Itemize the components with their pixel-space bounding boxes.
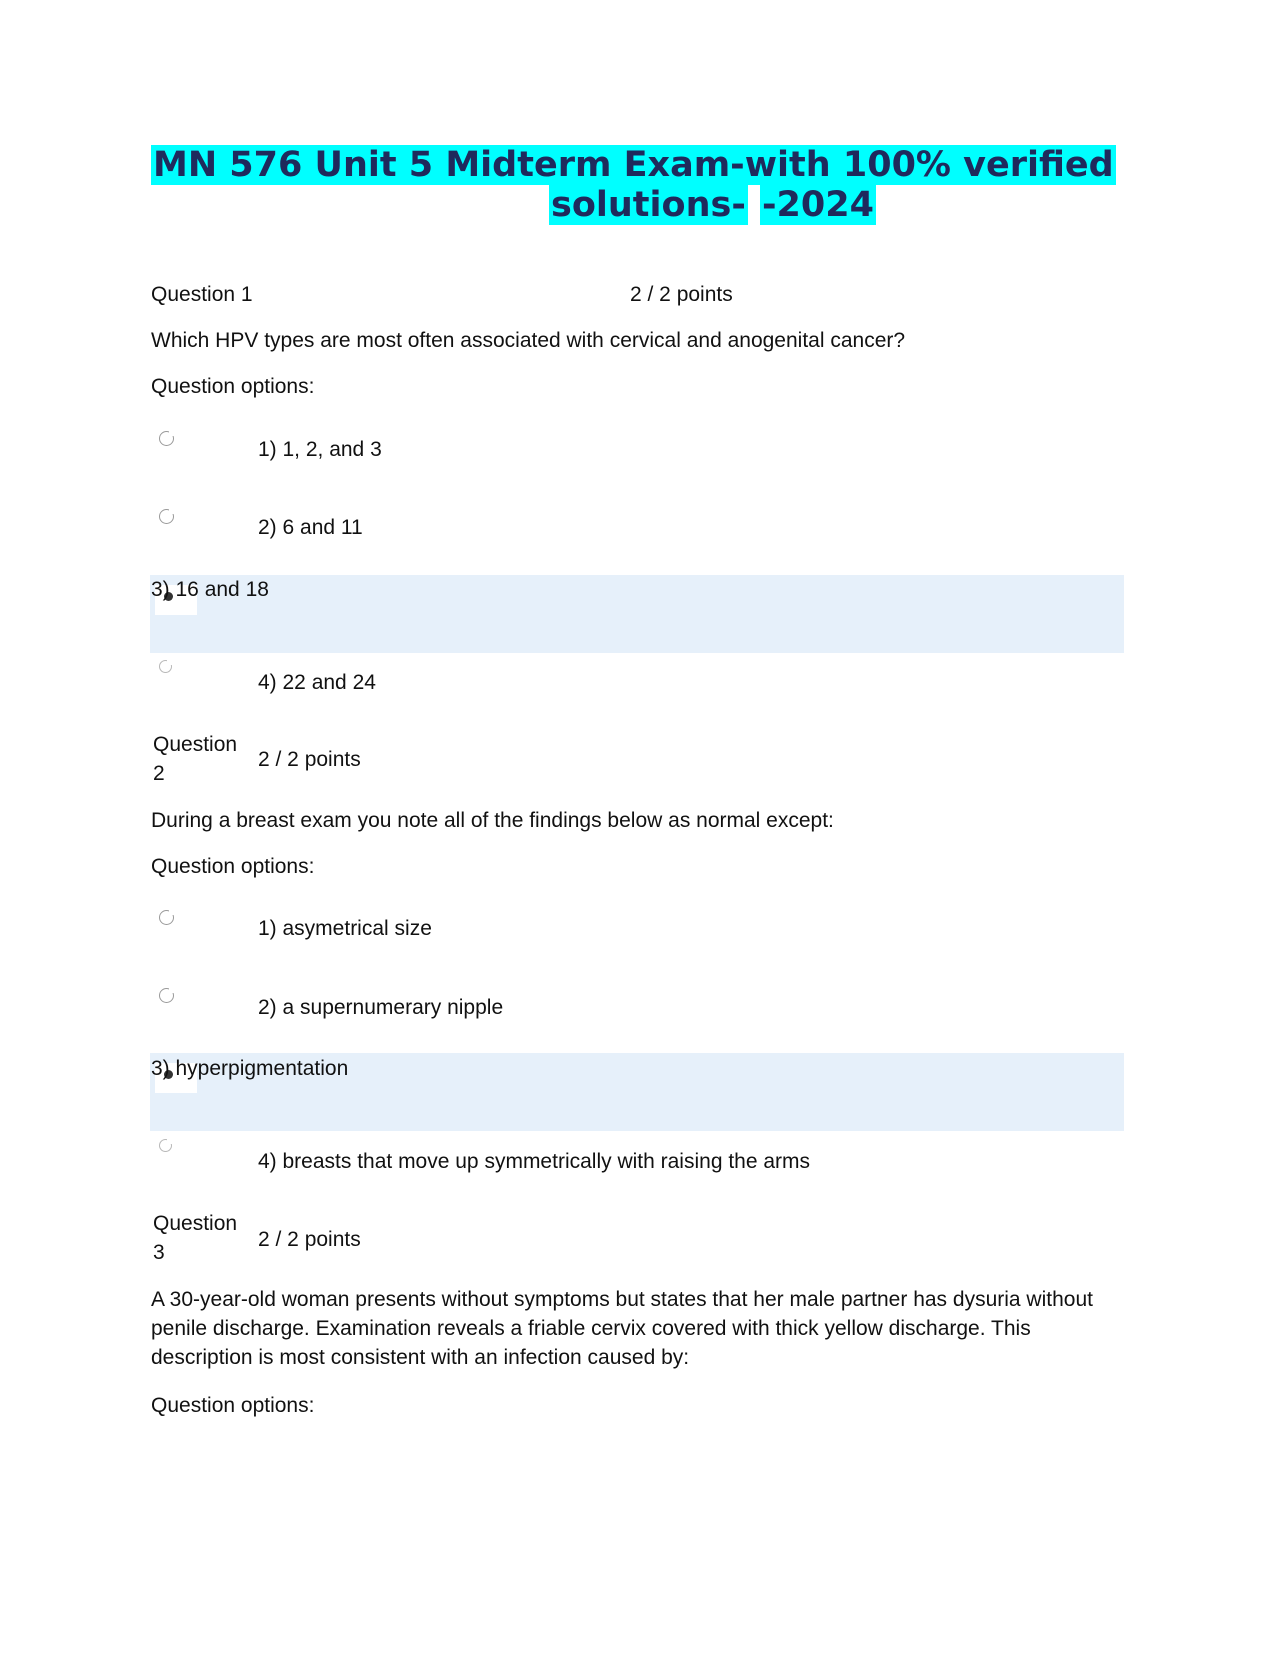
question-3-points: 2 / 2 points xyxy=(258,1228,361,1251)
question-2-option-2: 2) a supernumerary nipple xyxy=(258,996,504,1019)
question-1-option-4-radio[interactable] xyxy=(159,660,172,673)
title-highlight: MN 576 Unit 5 Midterm Exam-with 100% verified xyxy=(153,145,1114,185)
question-3-label-number: 3 xyxy=(153,1241,165,1264)
question-1-text: Which HPV types are most often associated with cervical and anogenital cancer? xyxy=(151,329,906,352)
question-1-option-3: 3) 16 and 18 xyxy=(151,578,269,601)
question-1-label: Question 1 xyxy=(151,283,253,306)
question-1-option-4: 4) 22 and 24 xyxy=(258,671,376,694)
question-2-text: During a breast exam you note all of the findings below as normal except: xyxy=(151,809,834,832)
question-1-option-2: 2) 6 and 11 xyxy=(258,516,363,539)
question-2-option-1-radio[interactable] xyxy=(159,910,174,925)
title-highlight-solutions: solutions- xyxy=(551,185,746,225)
question-1-selected-option-band xyxy=(150,575,1124,653)
question-2-option-4: 4) breasts that move up symmetrically with raising the arms xyxy=(258,1150,811,1173)
question-1-options-label: Question options: xyxy=(151,375,315,398)
question-2-label-word: Question xyxy=(153,733,238,756)
question-2-label-number: 2 xyxy=(153,762,165,785)
question-3-label-word: Question xyxy=(153,1212,238,1235)
question-2-option-3: 3) hyperpigmentation xyxy=(151,1057,349,1080)
question-3-options-label: Question options: xyxy=(151,1394,315,1417)
question-2-options-label: Question options: xyxy=(151,855,315,878)
question-1-option-1-radio[interactable] xyxy=(159,431,174,446)
question-1-points: 2 / 2 points xyxy=(630,283,733,306)
document-title-line1 xyxy=(151,145,1116,185)
question-2-option-2-radio[interactable] xyxy=(159,988,174,1003)
question-1-option-1: 1) 1, 2, and 3 xyxy=(258,438,382,461)
question-2-option-1: 1) asymetrical size xyxy=(258,917,432,940)
question-2-points: 2 / 2 points xyxy=(258,748,361,771)
question-2-option-4-radio[interactable] xyxy=(159,1139,172,1152)
question-1-option-2-radio[interactable] xyxy=(159,509,174,524)
question-3-text: A 30-year-old woman presents without symptoms but states that her male partner has dysuria without penile discharge. Examination reveals a friable cervix covered with thick yellow discharge. This description is most consistent with an infection caused by: xyxy=(151,1288,1093,1369)
document-title-line2 xyxy=(549,185,876,225)
title-highlight-year: -2024 xyxy=(762,185,874,225)
